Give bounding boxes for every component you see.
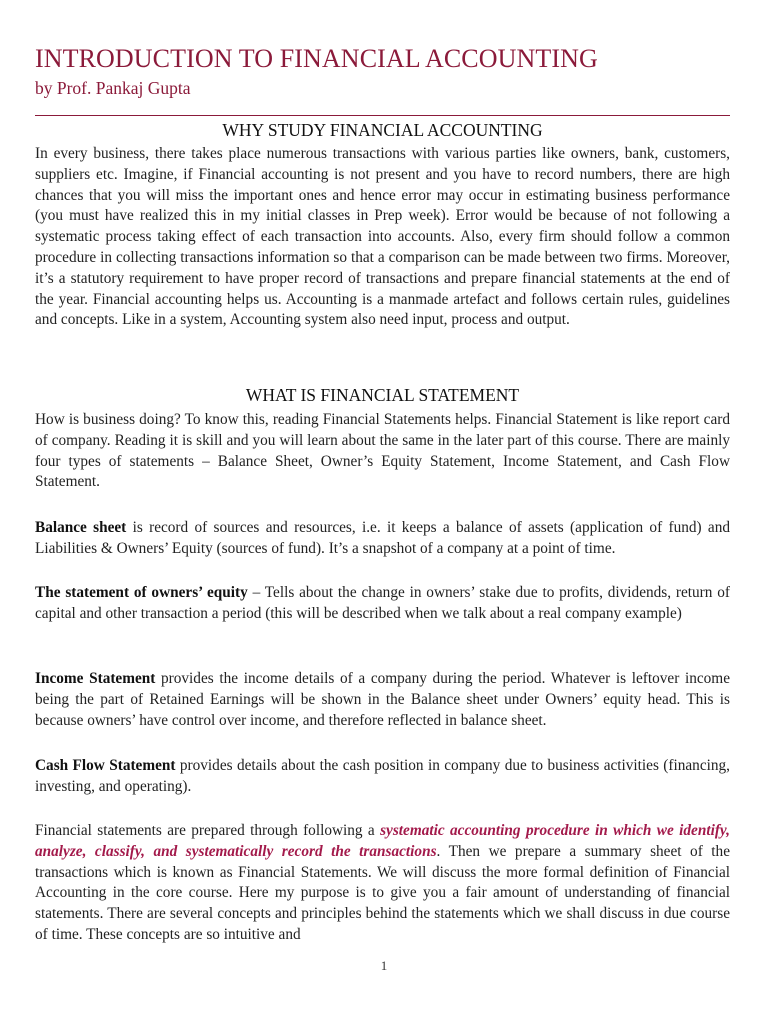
section-heading-why-study: WHY STUDY FINANCIAL ACCOUNTING (222, 120, 543, 140)
paragraph-balance-sheet (35, 518, 730, 560)
text-owners-equity: – Tells about the change in owners’ stake due to profits, dividends, return of capital and other transaction a period (this will be described when we talk about a real company example) (35, 584, 730, 622)
section-heading-what-is-statement: WHAT IS FINANCIAL STATEMENT (245, 385, 520, 405)
paragraph-cash-flow (35, 756, 730, 798)
paragraph-why-study: In every business, there takes place numerous transactions with various parties like owners, bank, customers, suppliers etc. Imagine, if Financial accounting is not present and you have to record numbers, there are high chances that you will miss the important ones and hence error may occur in estimating business performance (you must have realized this in my initial classes in Prep week). Error would be because of not following a systematic process taking effect of each transaction into accounts. Also, every firm should follow a common procedure in collecting transactions information so that a comparison can be made between two firms. Moreover, it’s a statutory requirement to have proper record of transactions and prepare financial statements at the end of the year. Financial accounting helps us. Accounting is a manmade artefact and follows certain rules, guidelines and concepts. Like in a system, Accounting system also need input, process and output. (35, 145, 730, 329)
text-balance-sheet: is record of sources and resources, i.e. it keeps a balance of assets (application of fund) and Liabilities & Owners’ Equity (sources of fund). It’s a snapshot of a company at a point of time. (35, 519, 730, 557)
term-owners-equity: The statement of owners’ equity (35, 584, 248, 601)
term-balance-sheet: Balance sheet (35, 519, 127, 536)
page-number: 1 (380, 958, 388, 973)
closing-text-after: . Then we prepare a summary sheet of the transactions which is known as Financial Statements. We will discuss the more formal definition of Financial Accounting in the core course. Here my purpose is to give you a fair amount of understanding of financial statements. There are several concepts and principles behind the statements which we shall discuss in due course of time. These concepts are so intuitive and (35, 842, 730, 943)
author-line: by Prof. Pankaj Gupta (35, 78, 191, 98)
text-cash-flow: provides details about the cash position in company due to business activities (financing, investing, and operating). (35, 757, 730, 795)
paragraph-closing (35, 821, 730, 946)
paragraph-income-statement (35, 669, 730, 731)
title-divider (35, 115, 730, 116)
closing-text-before: Financial statements are prepared through following a (35, 822, 381, 839)
text-income-statement: provides the income details of a company during the period. Whatever is leftover income being the part of Retained Earnings will be shown in the Balance sheet under Owners’ equity head. This is because owners’ have control over income, and therefore reflected in balance sheet. (35, 670, 730, 729)
highlighted-procedure-text: systematic accounting procedure in which we identify, analyze, classify, and systematically record the transactions (35, 822, 730, 860)
paragraph-statements-intro: How is business doing? To know this, reading Financial Statements helps. Financial Statement is like report card of company. Reading it is skill and you will learn about the same in the later part of this course. There are mainly four types of statements – Balance Sheet, Owner’s Equity Statement, Income Statement, and Cash Flow Statement. (35, 411, 730, 491)
term-income-statement: Income Statement (35, 670, 156, 687)
term-cash-flow: Cash Flow Statement (35, 757, 176, 774)
paragraph-owners-equity (35, 583, 730, 625)
document-title: INTRODUCTION TO FINANCIAL ACCOUNTING (35, 44, 598, 73)
